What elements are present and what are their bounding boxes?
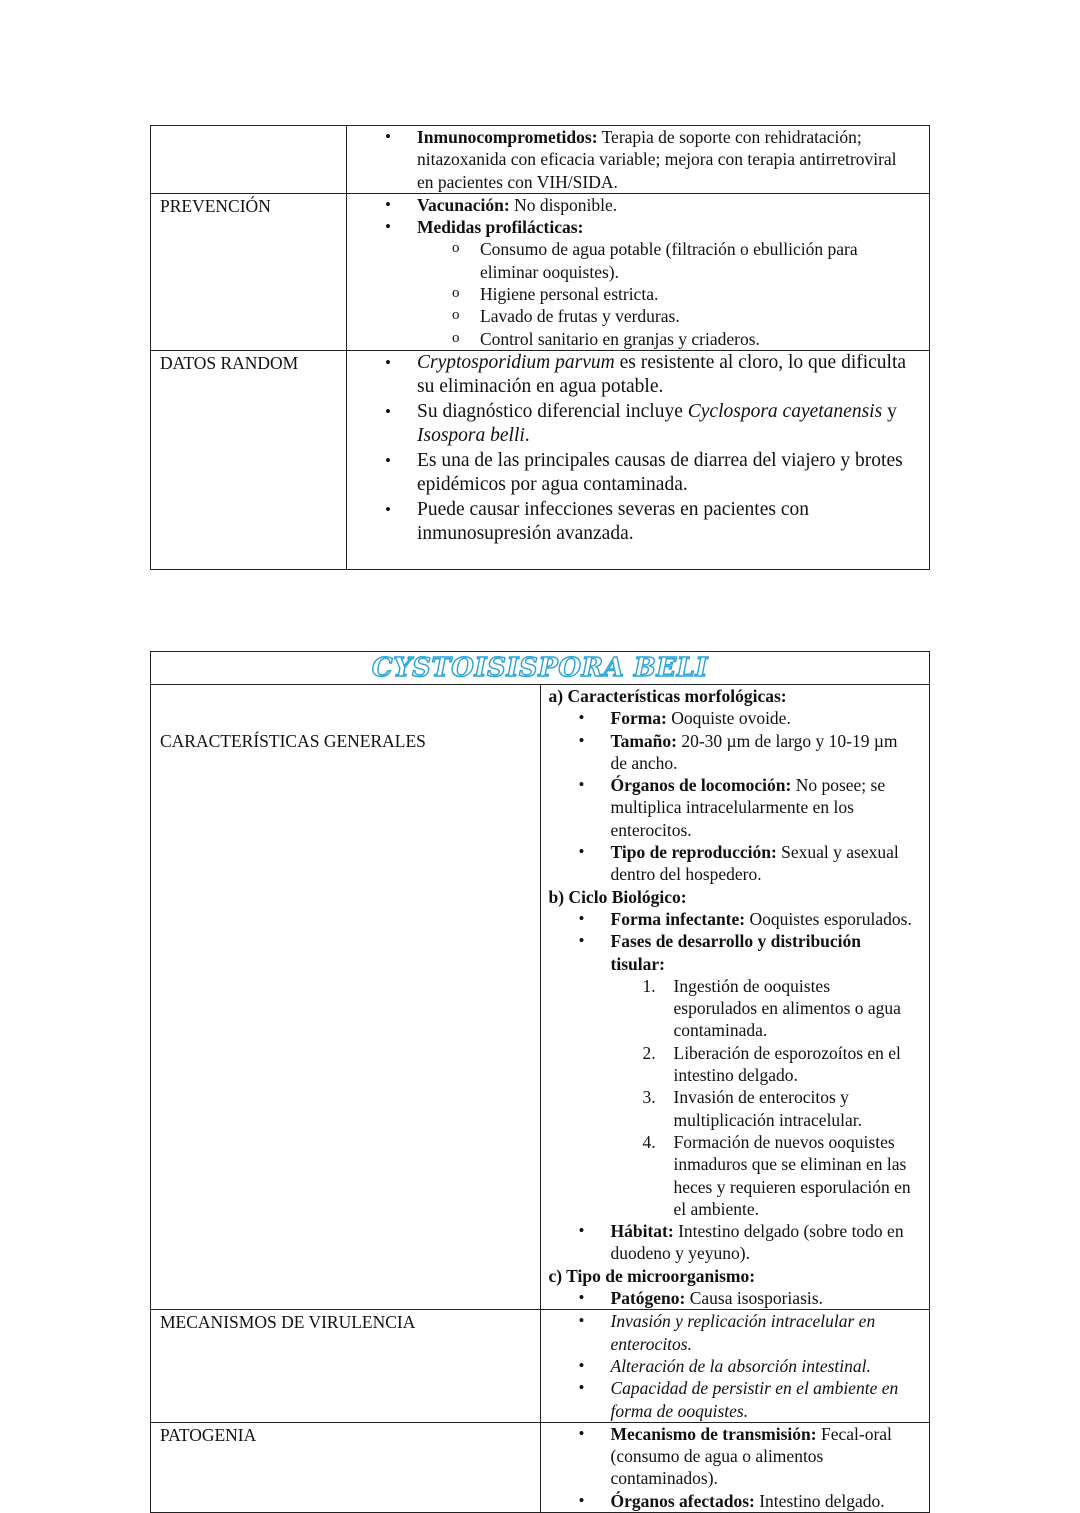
list-item xyxy=(355,126,917,193)
table-row-patogenia xyxy=(151,1422,930,1512)
item-term: Órganos de locomoción: xyxy=(610,775,792,796)
step-number: 1. xyxy=(642,975,656,996)
item-text: Causa isosporiasis. xyxy=(685,1288,823,1309)
list-item xyxy=(355,351,917,400)
list-item xyxy=(549,1377,918,1422)
item-text: Intestino delgado (sobre todo en duodeno y yeyuno). xyxy=(610,1221,904,1264)
row-label-empty xyxy=(151,126,347,194)
item-term: Fases de desarrollo y distribución tisular: xyxy=(610,931,862,974)
list-item xyxy=(549,1423,918,1490)
list-item xyxy=(549,1287,918,1309)
table-title-row xyxy=(151,652,930,685)
row-content xyxy=(540,1422,930,1512)
item-text: Capacidad de persistir en el ambiente en forma de ooquistes. xyxy=(610,1378,899,1421)
list-item xyxy=(549,707,918,729)
item-text: 20-30 µm de largo y 10-19 µm de ancho. xyxy=(610,730,898,773)
numbered-item xyxy=(549,1086,918,1131)
step-number: 2. xyxy=(642,1042,656,1063)
numbered-list xyxy=(549,975,918,1220)
table-title: CYSTOISISPORA BELI xyxy=(371,653,709,683)
table-row-virulencia xyxy=(151,1310,930,1422)
section-heading: b) Ciclo Biológico: xyxy=(548,886,687,907)
list-item xyxy=(549,841,918,886)
numbered-item xyxy=(549,1131,918,1220)
item-term: Tipo de reproducción: xyxy=(610,842,777,863)
item-text: . xyxy=(524,425,530,447)
table-row-datos-random xyxy=(151,350,930,569)
list-item xyxy=(355,216,917,238)
sub-list-item: o Lavado de frutas y verduras. xyxy=(355,305,917,327)
item-term: Patógeno: xyxy=(610,1288,686,1309)
item-term: Órganos afectados: xyxy=(610,1490,755,1511)
list-item: • Puede causar infecciones severas en pacientes con inmunosupresión avanzada. xyxy=(355,498,917,547)
title-cell xyxy=(151,652,930,685)
row-content xyxy=(347,350,930,569)
list-item xyxy=(549,1355,918,1377)
list-item xyxy=(549,1220,918,1265)
bullet-list xyxy=(549,1287,918,1309)
item-text: Terapia de soporte con rehidratación; nitazoxanida con eficacia variable; mejora con terapia antirretroviral en pacientes con VIH/SIDA. xyxy=(417,127,897,192)
list-item xyxy=(549,908,918,930)
bullet-list xyxy=(355,126,917,193)
row-content xyxy=(540,1310,930,1422)
item-text: Su diagnóstico diferencial incluye xyxy=(417,400,688,422)
item-text: Intestino delgado. xyxy=(754,1490,885,1511)
sub-list-item: o Control sanitario en granjas y criaderos. xyxy=(355,328,917,350)
step-number: 3. xyxy=(642,1087,656,1108)
numbered-item xyxy=(549,975,918,1042)
item-text: y xyxy=(882,400,897,422)
item-term: Forma: xyxy=(610,708,667,729)
item-term: Mecanismo de transmisión: xyxy=(610,1423,817,1444)
row-label-patogenia: PATOGENIA xyxy=(151,1422,541,1512)
list-item xyxy=(549,1310,918,1355)
list-item: • Es una de las principales causas de diarrea del viajero y brotes epidémicos por agua contaminada. xyxy=(355,449,917,498)
list-item xyxy=(549,1490,918,1512)
sub-bullet-list xyxy=(355,238,917,349)
bullet-list xyxy=(549,908,918,975)
item-term: Inmunocomprometidos: xyxy=(417,127,598,147)
bullet-list xyxy=(355,351,917,547)
list-item xyxy=(355,194,917,216)
item-text: Sexual y asexual dentro del hospedero. xyxy=(610,842,899,885)
numbered-item xyxy=(549,1042,918,1087)
item-term: Hábitat: xyxy=(610,1221,674,1242)
section-heading: c) Tipo de microorganismo: xyxy=(548,1265,756,1286)
item-term: Tamaño: xyxy=(610,730,677,751)
item-text: es resistente al cloro, lo que dificulta su eliminación en agua potable. xyxy=(417,351,907,398)
item-term: Medidas profilácticas: xyxy=(417,217,584,238)
item-term: Forma infectante: xyxy=(610,908,746,929)
bullet-list xyxy=(549,1423,918,1512)
table-row-caracteristicas xyxy=(151,685,930,1310)
row-content xyxy=(347,193,930,350)
species-name: Cyclospora cayetanensis xyxy=(687,400,883,422)
table-row-tratamiento-cont xyxy=(151,126,930,194)
item-text: No posee; se multiplica intracelularmente en los enterocitos. xyxy=(610,775,886,840)
row-label-datos-random: DATOS RANDOM xyxy=(151,350,347,569)
species-name: Cryptosporidium parvum xyxy=(417,351,615,373)
step-text: Formación de nuevos ooquistes inmaduros que se eliminan en las heces y requieren esporulación en el ambiente. xyxy=(673,1131,911,1219)
bullet-list xyxy=(549,1220,918,1265)
item-text: Fecal-oral (consumo de agua o alimentos contaminados). xyxy=(610,1423,892,1489)
list-item xyxy=(549,730,918,775)
list-item xyxy=(549,774,918,841)
step-text: Liberación de esporozoítos en el intestino delgado. xyxy=(673,1042,901,1086)
table-row-prevencion xyxy=(151,193,930,350)
item-text: Ooquiste ovoide. xyxy=(666,708,791,729)
step-text: Ingestión de ooquistes esporulados en alimentos o agua contaminada. xyxy=(673,975,901,1041)
row-label-text: CARACTERÍSTICAS GENERALES xyxy=(160,731,426,751)
list-item xyxy=(355,400,917,449)
row-label-prevencion: PREVENCIÓN xyxy=(151,193,347,350)
item-text: Ooquistes esporulados. xyxy=(745,908,912,929)
section-heading: a) Características morfológicas: xyxy=(548,686,787,706)
row-content xyxy=(347,126,930,194)
cystoisispora-table xyxy=(150,651,930,1513)
row-label-virulencia: MECANISMOS DE VIRULENCIA xyxy=(151,1310,541,1422)
sub-list-item: o Higiene personal estricta. xyxy=(355,283,917,305)
row-content xyxy=(540,685,930,1310)
row-label-caracteristicas xyxy=(151,685,541,1310)
item-term: Vacunación: xyxy=(417,194,510,215)
item-text: Invasión y replicación intracelular en enterocitos. xyxy=(610,1311,876,1354)
sub-list-item: o Consumo de agua potable (filtración o ebullición para eliminar ooquistes). xyxy=(355,238,917,283)
bullet-list xyxy=(549,1310,918,1421)
bullet-list xyxy=(549,707,918,885)
species-name: Isospora belli xyxy=(417,425,525,447)
list-item xyxy=(549,930,918,975)
bullet-list xyxy=(355,194,917,239)
item-text: No disponible. xyxy=(509,194,618,215)
step-number: 4. xyxy=(642,1131,656,1152)
item-text: Alteración de la absorción intestinal. xyxy=(610,1355,871,1376)
step-text: Invasión de enterocitos y multiplicación intracelular. xyxy=(673,1087,863,1130)
cryptosporidium-table xyxy=(150,125,930,570)
